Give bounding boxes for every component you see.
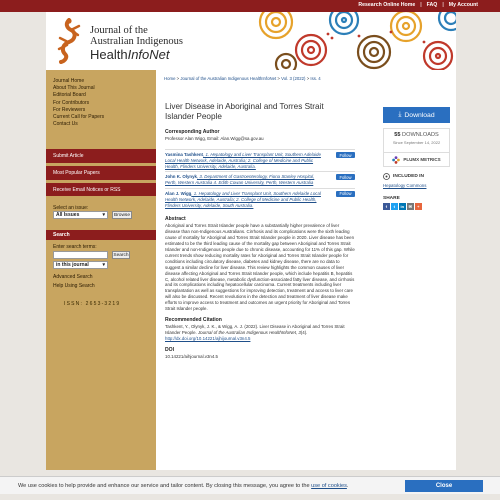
citation-label: Recommended Citation	[165, 316, 222, 323]
corresponding-author-text: Professor Alan Wigg, Email: Alan.Wigg@sa.gov.au	[165, 136, 264, 141]
author-affiliation: , 1. Hepatology and Liver Transplant Unit, Southern Adelaide Local Health Network, Adelaide, Australia; 2. College of Medicine and Public Health, Flinders University, Adelaide, South Australia.	[165, 190, 321, 208]
download-label: Download	[404, 111, 435, 119]
search-scope-select[interactable]	[53, 261, 108, 269]
cookie-message: We use cookies to help provide and enhance our service and tailor content. By closing this message, you agree to the	[18, 483, 312, 489]
downloads-since: Since September 14, 2022	[392, 140, 441, 145]
separator: |	[442, 2, 444, 8]
breadcrumb-journal[interactable]: Journal of the Australian Indigenous HealthInfoNet	[180, 76, 277, 81]
cookie-policy-link[interactable]: use of cookies	[311, 483, 347, 489]
author-affiliation: , 3. Department of Gastroenterology, Fiona Stanley Hospital, Perth, Western Australia 4. Edith Cowan University, Perth, Western Australia	[165, 174, 315, 186]
plumx-label: PLUMX METRICS	[403, 157, 441, 162]
cookie-close-button[interactable]: Close	[405, 480, 483, 492]
scope-select-value: in this journal	[56, 262, 89, 268]
doi-value: 10.14221/aihjournal.v3n4.5	[165, 353, 218, 359]
authors-list	[165, 149, 355, 208]
advanced-search-link[interactable]: Advanced Search	[53, 274, 93, 280]
author-text	[165, 191, 325, 208]
search-button[interactable]: Search	[113, 252, 129, 258]
research-online-home-link[interactable]: Research Online Home	[358, 2, 416, 8]
chevron-down-icon: ▾	[102, 262, 105, 268]
plumx-metrics-link[interactable]	[383, 153, 450, 167]
right-column	[383, 107, 450, 210]
plumx-icon	[392, 156, 400, 164]
cookie-banner	[0, 476, 500, 494]
sidebar-item-reviewers[interactable]: For Reviewers	[53, 106, 86, 113]
share-row	[383, 203, 450, 210]
abstract-text: Aboriginal and Torres Strait Islander people have a substantially higher prevalence of liver disease than non-Indigenous Australians. Cirrhosis and its complications were the sixth leading cause of mortality for Aboriginal and Torres Strait Islander people in 2020. Liver disease has been estimated to be the third leading cause of the mortality gap between Aboriginal and Torres Strait Islander and non-Indigenous people due to chronic disease, accounting for 11% of this gap. While current trends show reducing mortality rates for Aboriginal and Torres Strait Islander people for conditions including circulatory disease, diabetes and kidney disease, there are no data to suggest a similar decline for liver disease. This review highlights the common causes of liver disease affecting Aboriginal and Torres Strait Islander people, which include hepatitis B, hepatitis C, alcohol related liver disease, metabolic dysfunction-associated fatty liver disease, and cirrhosis and its complications including hepatocellular carcinoma. Current treatments including liver transplantation as well as suggestions for improving detection, treatment and access to liver care will also be discussed. Recent revolutions in the detection and treatment of liver disease make efforts to improve access to treatment and outcomes an urgent priority for Aboriginal and Torres Strait Islander people.	[165, 223, 355, 312]
author-text	[165, 174, 325, 186]
sidebar-item-journal-home[interactable]: Journal Home	[53, 78, 85, 84]
follow-button[interactable]: Follow	[336, 152, 355, 158]
logo-infonet: InfoNet	[127, 47, 170, 62]
downloads-box	[383, 128, 450, 153]
email-icon[interactable]: ✉	[408, 203, 412, 209]
journal-logo-text	[90, 25, 183, 62]
browse-button[interactable]: Browse	[114, 212, 130, 218]
sidebar-item-call-for-papers[interactable]: Current Call for Papers	[53, 114, 105, 121]
breadcrumb-home[interactable]: Home	[164, 76, 176, 81]
chevron-down-icon: ▾	[102, 212, 105, 218]
journal-banner[interactable]	[46, 12, 456, 70]
citation-link[interactable]: http://dx.doi.org/10.14221/ajhijournal.v3n4.5	[165, 335, 251, 341]
sidebar-item-contributors[interactable]: For Contributors	[53, 99, 90, 106]
email-notices-button[interactable]: Receive Email Notices or RSS	[46, 183, 156, 196]
included-in-heading	[383, 173, 450, 180]
most-popular-button[interactable]: Most Popular Papers	[46, 166, 156, 180]
faq-link[interactable]: FAQ	[426, 2, 438, 8]
share-label: SHARE	[383, 196, 400, 201]
breadcrumb-issue[interactable]: Iss. 4	[310, 76, 321, 81]
corresponding-author-label: Corresponding Author	[165, 129, 220, 135]
author-text	[165, 152, 325, 169]
author-row	[165, 149, 355, 169]
author-name[interactable]: Yasmina Tashkent	[165, 152, 203, 157]
article	[165, 102, 355, 359]
follow-button[interactable]: Follow	[336, 174, 355, 180]
breadcrumb-sep: >	[306, 76, 310, 81]
top-links	[358, 2, 478, 8]
sidebar-nav	[53, 78, 104, 128]
cookie-period: .	[346, 483, 349, 489]
breadcrumb	[164, 76, 321, 81]
citation-authors: Tashkent, Y., Olynyk, J. K., & Wigg, A. J. (2022). Liver Disease in Aboriginal and Torres Strait Islander People.	[165, 323, 345, 335]
downloads-word: DOWNLOADS	[402, 132, 439, 138]
doi-label: DOI	[165, 346, 175, 353]
download-button[interactable]	[383, 107, 450, 123]
sidebar-item-editorial-board[interactable]: Editorial Board	[53, 92, 86, 99]
sidebar	[46, 70, 156, 470]
abstract-label: Abstract	[165, 216, 186, 223]
author-row	[165, 171, 355, 186]
included-in-label: INCLUDED IN	[393, 174, 424, 179]
citation-text	[165, 324, 355, 342]
enter-search-label: Enter search terms:	[53, 244, 97, 250]
my-account-link[interactable]: My Account	[448, 2, 478, 8]
citation-issue: (4).	[300, 329, 308, 335]
article-title: Liver Disease in Aboriginal and Torres Strait Islander People	[165, 102, 324, 121]
help-search-link[interactable]: Help Using Search	[53, 283, 95, 289]
search-input[interactable]	[53, 251, 108, 259]
download-icon: ⤓	[398, 111, 402, 118]
sidebar-item-contact[interactable]: Contact Us	[53, 121, 78, 128]
sidebar-item-about[interactable]: About This Journal	[53, 85, 95, 92]
follow-button[interactable]: Follow	[336, 191, 355, 197]
submit-article-button[interactable]: Submit Article	[46, 149, 156, 163]
linkedin-icon[interactable]: in	[400, 203, 405, 209]
top-bar	[0, 0, 500, 12]
breadcrumb-sep: >	[176, 76, 180, 81]
logo-line-1: Journal of the	[90, 25, 148, 36]
facebook-icon[interactable]: f	[383, 203, 390, 210]
hepatology-commons-link[interactable]: Hepatology Commons	[383, 183, 427, 188]
cookie-text	[18, 483, 348, 489]
issue-select[interactable]	[53, 211, 108, 219]
author-affiliation: , 1. Hepatology and Liver Transplant Unit, Southern Adelaide Local Health Network, Adelaide, Australia; 2. College of Medicine and Public Health, Flinders University, Adelaide, Australia.	[165, 152, 321, 169]
logo-line-3	[90, 47, 183, 62]
lizard-logo-icon	[51, 18, 85, 64]
search-heading: Search	[46, 230, 156, 240]
breadcrumb-volume[interactable]: Vol. 3 (2022)	[281, 76, 306, 81]
logo-line-2: Australian Indigenous	[90, 36, 184, 47]
issn-text: ISSN: 2653-3219	[64, 301, 121, 307]
author-name[interactable]: Alan J. Wigg	[165, 190, 192, 196]
citation-journal: Journal of the Australian Indigenous HealthInfoNet, 3	[197, 329, 301, 335]
author-row	[165, 188, 355, 208]
separator: |	[420, 2, 422, 8]
breadcrumb-sep: >	[277, 76, 280, 81]
select-issue-label: Select an issue:	[53, 205, 89, 211]
issue-select-value: All Issues	[56, 212, 80, 218]
network-icon	[383, 173, 390, 180]
author-name[interactable]: John K. Olynyk	[165, 174, 197, 180]
more-share-icon[interactable]: +	[415, 203, 422, 210]
main-content	[156, 70, 456, 470]
logo-health: Health	[90, 47, 128, 62]
downloads-number: 55	[394, 132, 401, 138]
decorative-circles-icon	[256, 12, 456, 70]
downloads-count	[384, 132, 449, 138]
twitter-icon[interactable]: t	[391, 203, 398, 210]
